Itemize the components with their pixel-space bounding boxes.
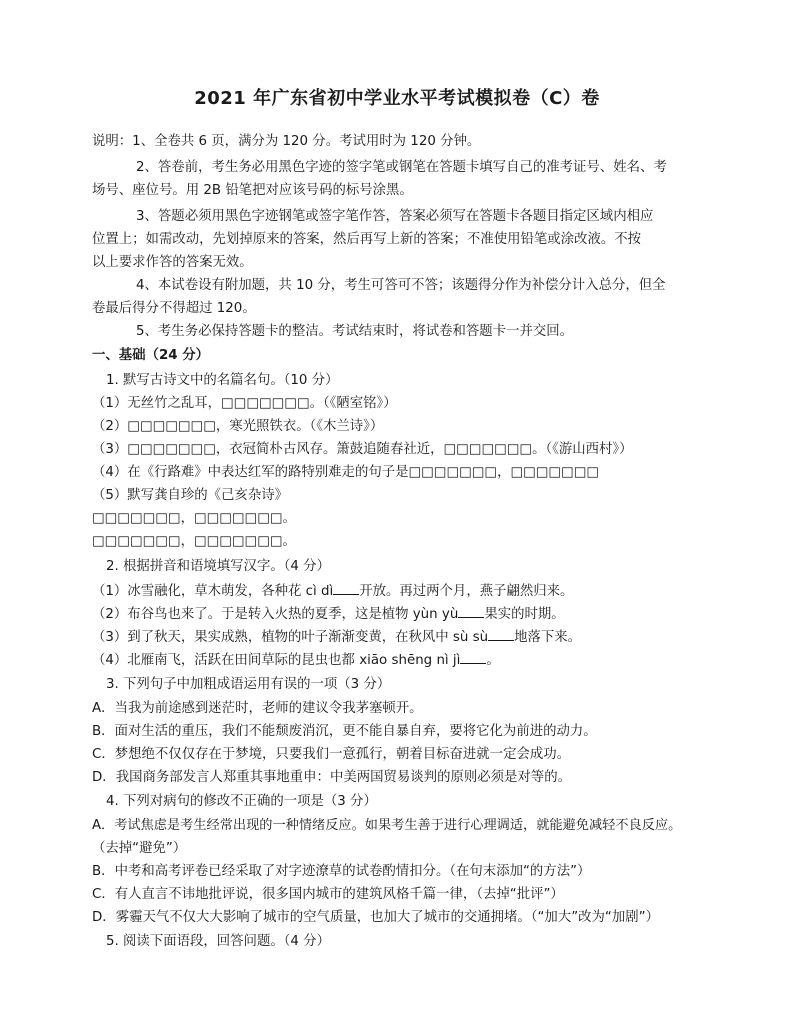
item-text: （1）冰雪融化，草木萌发，各种花 cì dì [92, 584, 334, 599]
option-a: A．考试焦虑是考生经常出现的一种情绪反应。如果考生善于进行心理调适，就能避免减轻不良反应。 [92, 818, 682, 833]
note-line: 5、考生务必保持答题卡的整洁。考试结束时，将试卷和答题卡一并交回。 [136, 324, 574, 339]
note-line: 位置上；如需改动，先划掉原来的答案，然后再写上新的答案；不准使用铅笔或涂改液。不按 [92, 232, 642, 247]
question-item: （1）无丝竹之乱耳，□□□□□□□。（《陋室铭》） [92, 396, 397, 411]
item-text: （3）到了秋天，果实成熟，植物的叶子渐渐变黄，在秋风中 sù sù [92, 630, 489, 645]
question-item [92, 581, 573, 602]
note-line: 3、答题必须用黑色字迹钢笔或签字笔作答，答案必须写在答题卡各题目指定区域内相应 [136, 209, 654, 224]
note-line: 卷最后得分不得超过 120。 [92, 301, 256, 316]
page-title: 2021 年广东省初中学业水平考试模拟卷（C）卷 [194, 88, 600, 109]
item-text: （2）布谷鸟也来了。于是转入火热的夏季，这是植物 yùn yù [92, 607, 459, 622]
question-item: □□□□□□□，□□□□□□□。 [92, 534, 296, 549]
option-c: C．有人直言不讳地批评说，很多国内城市的建筑风格千篇一律，（去掉“批评”） [92, 887, 564, 902]
question-item: （3）□□□□□□□，衣冠简朴古风存。箫鼓追随春社近，□□□□□□□。（《游山西村》） [92, 442, 633, 457]
note-line: 4、本试卷设有附加题，共 10 分，考生可答可不答；该题得分作为补偿分计入总分，但全 [136, 278, 666, 293]
answer-blank[interactable] [460, 650, 486, 664]
item-text: 。 [486, 653, 500, 668]
question-item: □□□□□□□，□□□□□□□。 [92, 511, 296, 526]
item-text: 果实的时期。 [484, 607, 565, 622]
question-item: （2）□□□□□□□，寒光照铁衣。（《木兰诗》） [92, 419, 384, 434]
note-line: 2、答卷前，考生务必用黑色字迹的签字笔或钢笔在答题卡填写自己的准考证号、姓名、考 [136, 160, 667, 175]
option-b: B．面对生活的重压，我们不能颓废消沉，更不能自暴自弃，要将它化为前进的动力。 [92, 724, 597, 739]
note-line: 场号、座位号。用 2B 铅笔把对应该号码的标号涂黑。 [92, 183, 413, 198]
question-item: （5）默写龚自珍的《己亥杂诗》 [92, 488, 288, 503]
question-stem: 1. 默写古诗文中的名篇名句。（10 分） [106, 373, 339, 388]
answer-blank[interactable] [333, 581, 359, 595]
question-stem: 4. 下列对病句的修改不正确的一项是（3 分） [106, 794, 377, 809]
section-heading: 一、基础（24 分） [92, 348, 210, 363]
answer-blank[interactable] [488, 627, 514, 641]
question-item [92, 627, 581, 648]
question-stem: 3. 下列句子中加粗成语运用有误的一项（3 分） [106, 677, 391, 692]
item-text: （4）北雁南飞，活跃在田间草际的昆虫也都 xiāo shēng nì jì [92, 653, 461, 668]
note-line: 以上要求作答的答案无效。 [92, 255, 253, 270]
answer-blank[interactable] [458, 604, 484, 618]
option-a: A．当我为前途感到迷茫时，老师的建议令我茅塞顿开。 [92, 701, 423, 716]
question-stem: 2. 根据拼音和语境填写汉字。（4 分） [106, 559, 330, 574]
question-item [92, 604, 565, 625]
option-d: D．我国商务部发言人郑重其事地重申：中美两国贸易谈判的原则必须是对等的。 [92, 770, 571, 785]
question-item: （4）在《行路难》中表达红军的路特别难走的句子是□□□□□□□，□□□□□□□ [92, 465, 600, 480]
item-text: 开放。再过两个月，燕子翩然归来。 [359, 584, 574, 599]
option-a-note: （去掉“避免”） [92, 841, 187, 856]
item-text: 地落下来。 [514, 630, 582, 645]
question-item [92, 650, 500, 671]
option-d: D．雾霾天气不仅大大影响了城市的空气质量，也加大了城市的交通拥堵。（“加大”改为“加剧”） [92, 910, 659, 925]
option-b: B．中考和高考评卷已经采取了对字迹潦草的试卷酌情扣分。（在句末添加“的方法”） [92, 864, 591, 879]
note-line: 说明：1、全卷共 6 页，满分为 120 分。考试用时为 120 分钟。 [92, 134, 481, 149]
question-stem: 5. 阅读下面语段，回答问题。（4 分） [106, 934, 330, 949]
option-c: C．梦想绝不仅仅存在于梦境，只要我们一意孤行，朝着目标奋进就一定会成功。 [92, 747, 571, 762]
